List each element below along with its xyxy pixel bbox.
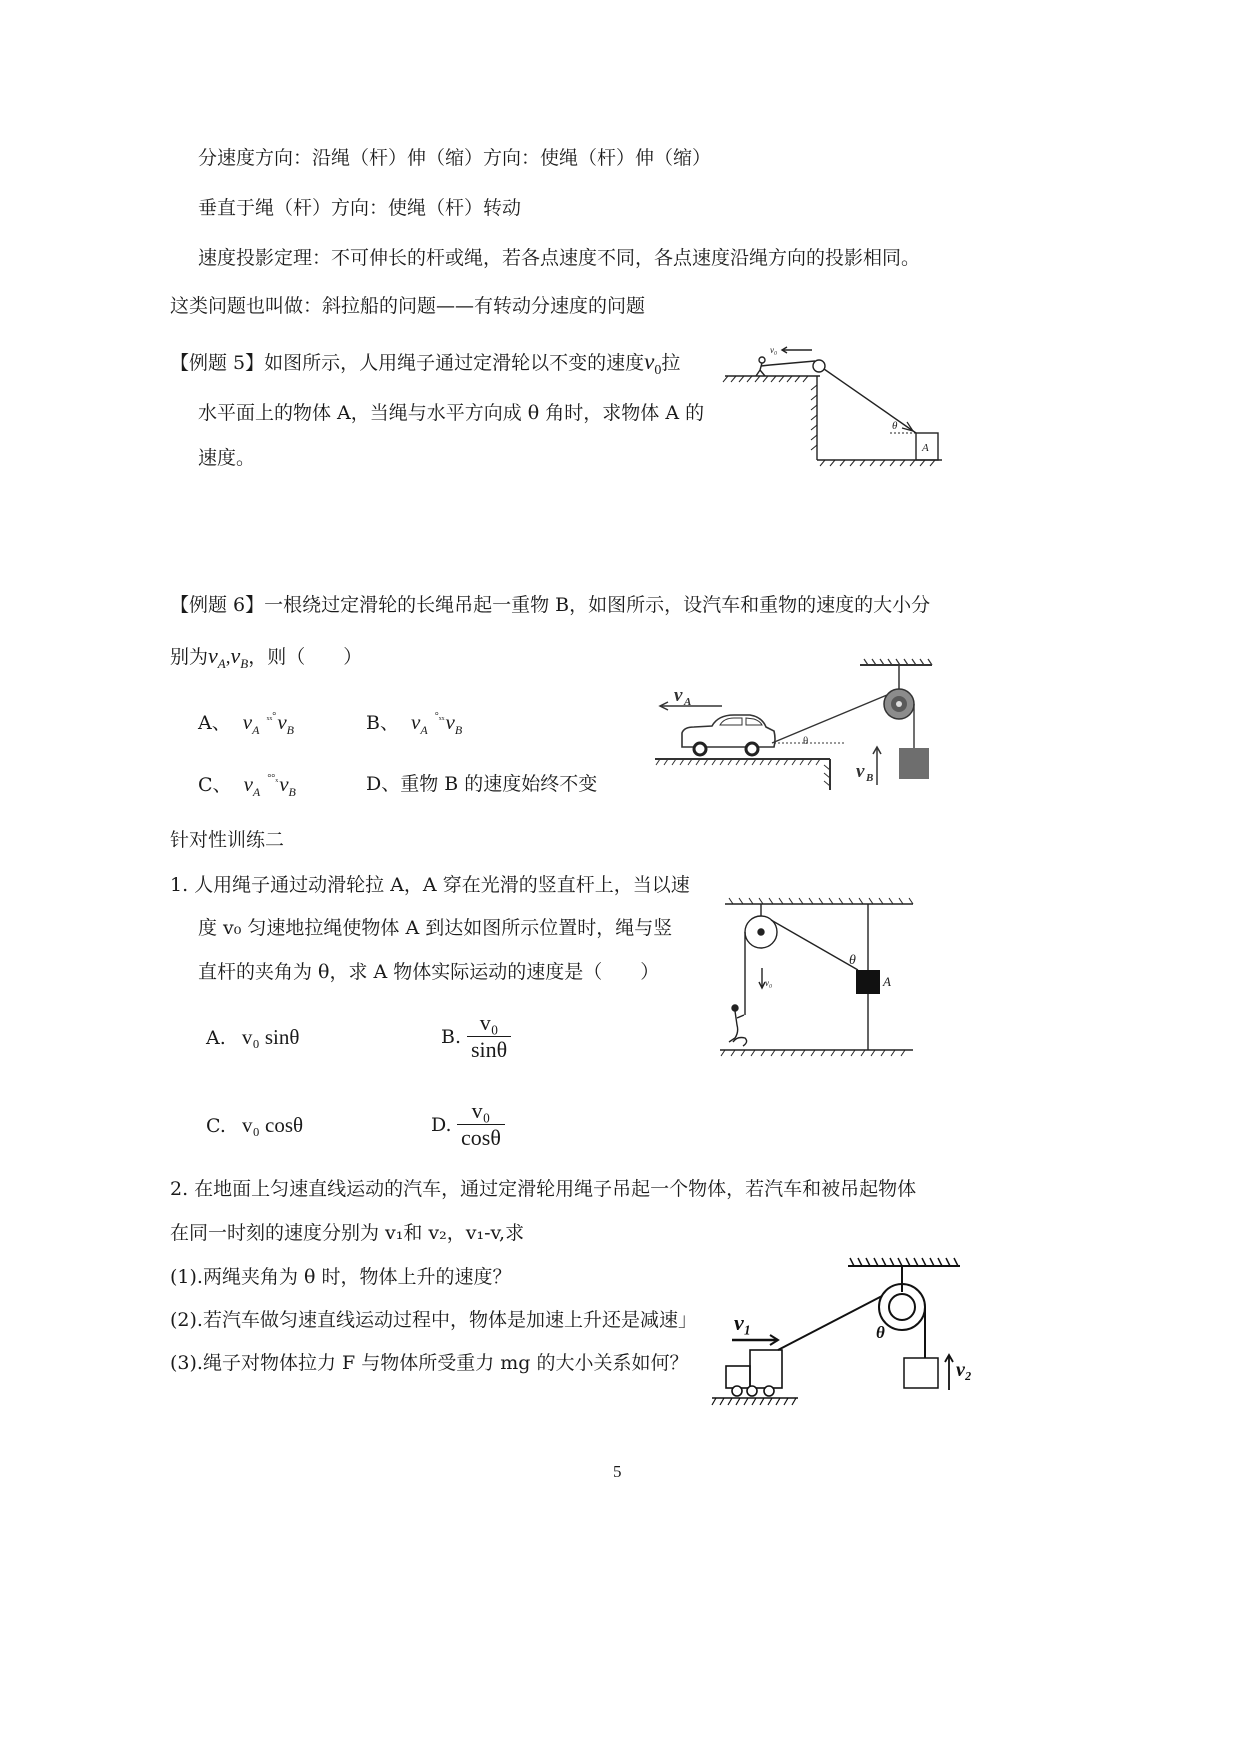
ex6-fig-vA: v	[674, 685, 683, 706]
q1-optB-num: v₀	[479, 1010, 499, 1035]
ex6-figure	[650, 655, 940, 800]
ex6-optC-symbol: °°ₓ	[267, 773, 279, 784]
ex6-line-1: 【例题 6】一根绕过定滑轮的长绳吊起一重物 B，如图所示，设汽车和重物的速度的大小分	[170, 594, 931, 616]
ex6-line-2: 别为$v_A,v_B$，则（ ）	[170, 643, 363, 671]
q1-line-3: 直杆的夹角为 θ，求 A 物体实际运动的速度是（ ）	[198, 961, 660, 983]
ex6-option-c: C、 $v_A$ $^{^\circ^\circ_x}v_B$	[198, 772, 296, 799]
q1-optD-den: cosθ	[457, 1124, 505, 1151]
ex6-vA-sub: A	[217, 655, 226, 671]
ex5-fig-v0: v₀	[770, 345, 778, 355]
q2-fig-v1: v₁	[734, 1310, 752, 1335]
q1-fig-v0: v₀	[765, 978, 773, 988]
ex6-fig-vB: v	[856, 761, 865, 782]
q2-fig-v2: v₂	[956, 1359, 972, 1381]
training-title: 针对性训练二	[170, 829, 285, 851]
ex6-fig-theta: θ	[803, 735, 809, 747]
ex5-v0-sub: 0	[654, 362, 662, 378]
text-line-1: 分速度方向：沿绳（杆）伸（缩）方向：使绳（杆）伸（缩）	[198, 147, 712, 169]
q1-option-c	[206, 1113, 303, 1138]
q2-fig-theta: θ	[876, 1323, 885, 1342]
ex6-vA: v	[208, 643, 218, 668]
q1-optC-expr: v₀ cosθ	[241, 1113, 304, 1137]
ex5-figure	[720, 335, 950, 470]
q1-figure	[715, 890, 920, 1065]
q1-optA-label: A.	[206, 1027, 226, 1049]
q1-optD-num: v₀	[471, 1098, 491, 1123]
ex6-vB: v	[230, 643, 241, 668]
q1-optB-den: sinθ	[467, 1036, 511, 1063]
ex6-optB-symbol: °ₓₓ	[434, 711, 445, 722]
ex6-optB-label: B、	[366, 712, 399, 734]
q2-figure	[710, 1250, 995, 1415]
q1-option-d-fraction	[457, 1098, 505, 1151]
ex5-line-2: 水平面上的物体 A，当绳与水平方向成 θ 角时，求物体 A 的	[198, 402, 705, 424]
text-line-4: 这类问题也叫做：斜拉船的问题——有转动分速度的问题	[170, 295, 646, 317]
q1-option-b-fraction	[467, 1010, 511, 1063]
ex5-prefix: 【例题 5】如图所示，人用绳子通过定滑轮以不变的速度	[170, 352, 645, 374]
text-line-3: 速度投影定理：不可伸长的杆或绳，若各点速度不同，各点速度沿绳方向的投影相同。	[198, 247, 921, 269]
q1-optA-expr: v₀ sinθ	[241, 1025, 300, 1049]
page-number: 5	[613, 1462, 622, 1481]
ex5-v0: v	[644, 349, 655, 374]
q2-sub-2: (2).若汽车做匀速直线运动过程中，物体是加速上升还是减速」	[170, 1309, 697, 1331]
ex6-optA-symbol: ₓₓ°	[266, 711, 277, 722]
q2-sub-3: (3).绳子对物体拉力 F 与物体所受重力 mg 的大小关系如何？	[170, 1352, 689, 1374]
ex6-pre: 别为	[170, 646, 209, 668]
ex5-fig-theta: θ	[892, 420, 898, 432]
ex6-fig-vB-sub: B	[866, 772, 874, 784]
text-line-2: 垂直于绳（杆）方向：使绳（杆）转动	[198, 197, 522, 219]
q1-option-d-label: D.	[431, 1114, 452, 1136]
q1-line-1: 1. 人用绳子通过动滑轮拉 A，A 穿在光滑的竖直杆上，当以速	[170, 874, 690, 896]
ex6-vB-sub: B	[240, 655, 249, 671]
ex5-fig-A: A	[922, 442, 929, 454]
q2-line-1: 2. 在地面上匀速直线运动的汽车，通过定滑轮用绳子吊起一个物体，若汽车和被吊起物体	[170, 1178, 917, 1200]
ex6-fig-vA-sub: A	[684, 696, 692, 708]
q1-line-2: 度 v₀ 匀速地拉绳使物体 A 到达如图所示位置时，绳与竖	[198, 917, 673, 939]
q1-option-b-label: B.	[441, 1026, 462, 1048]
ex5-line-1	[170, 350, 680, 383]
q1-option-a	[206, 1025, 299, 1050]
ex5-line-3: 速度。	[198, 447, 256, 469]
q2-sub-1: (1).两绳夹角为 θ 时，物体上升的速度？	[170, 1266, 512, 1288]
ex6-option-a: A、 $v_A$ $^{_{xx}^\circ}v_B$	[198, 710, 294, 737]
ex6-option-b: B、 $v_A$ $^{^\circ_{xx}}v_B$	[366, 710, 463, 737]
ex6-post: ，则（ ）	[248, 646, 363, 668]
q1-fig-theta: θ	[849, 953, 856, 968]
q2-line-2: 在同一时刻的速度分别为 v₁和 v₂，v₁-v,求	[170, 1222, 525, 1244]
q1-fig-A: A	[883, 974, 891, 989]
ex6-optA-label: A、	[198, 712, 231, 734]
q1-optC-label: C.	[206, 1115, 226, 1137]
ex6-option-d: D、重物 B 的速度始终不变	[366, 773, 598, 795]
ex5-suffix: 拉	[661, 352, 681, 374]
ex6-optC-label: C、	[198, 774, 232, 796]
